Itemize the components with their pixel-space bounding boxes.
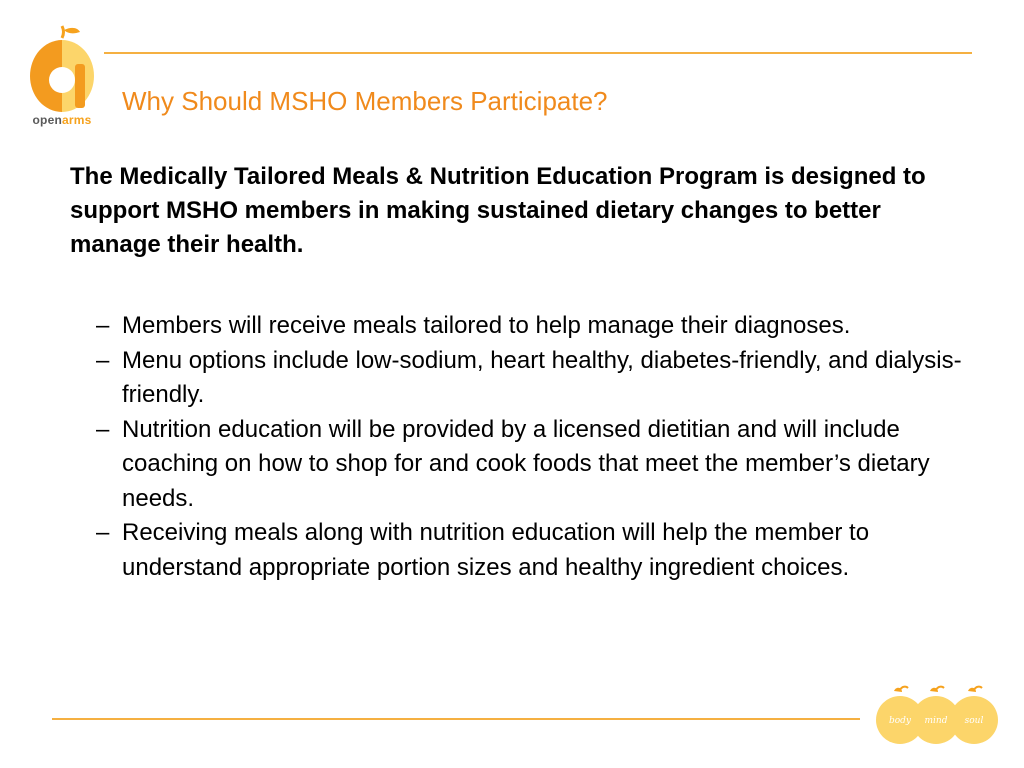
bullet-text: Nutrition education will be provided by a licensed dietitian and will include coaching on how to shop for and cook foods that meet the member’s dietary needs. (122, 415, 930, 512)
bullet-item (96, 344, 966, 413)
orange-a-icon (24, 24, 100, 114)
body-mind-soul-badges (872, 684, 1002, 746)
logo-wordmark (24, 113, 100, 127)
badge-body-label: body (888, 716, 912, 726)
top-divider (104, 52, 972, 54)
badge-mind-label: mind (924, 716, 948, 726)
bullet-item (96, 309, 966, 344)
open-arms-logo (24, 24, 100, 132)
bullet-item (96, 413, 966, 517)
bottom-divider (52, 718, 860, 720)
dash-marker: – (96, 346, 110, 374)
bullet-text: Members will receive meals tailored to help manage their diagnoses. (122, 312, 851, 339)
logo-wordmark-open: open (32, 113, 62, 127)
dash-marker: – (96, 519, 110, 546)
dash-marker: – (96, 415, 110, 443)
bullet-text: Menu options include low-sodium, heart healthy, diabetes-friendly, and dialysis-friendly. (122, 346, 962, 408)
slide-title: Why Should MSHO Members Participate? (122, 86, 608, 116)
bullet-text: Receiving meals along with nutrition education will help the member to understand appropriate portion sizes and healthy ingredient choices. (122, 519, 870, 581)
logo-wordmark-arms: arms (61, 113, 92, 127)
intro-paragraph: The Medically Tailored Meals & Nutrition Education Program is designed to support MSHO members in making sustained dietary changes to better manage their health. (70, 163, 926, 258)
dash-marker: – (96, 312, 110, 339)
bullet-item (96, 516, 966, 585)
bullet-list (96, 309, 966, 585)
badge-soul (950, 687, 998, 744)
badge-soul-label: soul (964, 716, 984, 726)
